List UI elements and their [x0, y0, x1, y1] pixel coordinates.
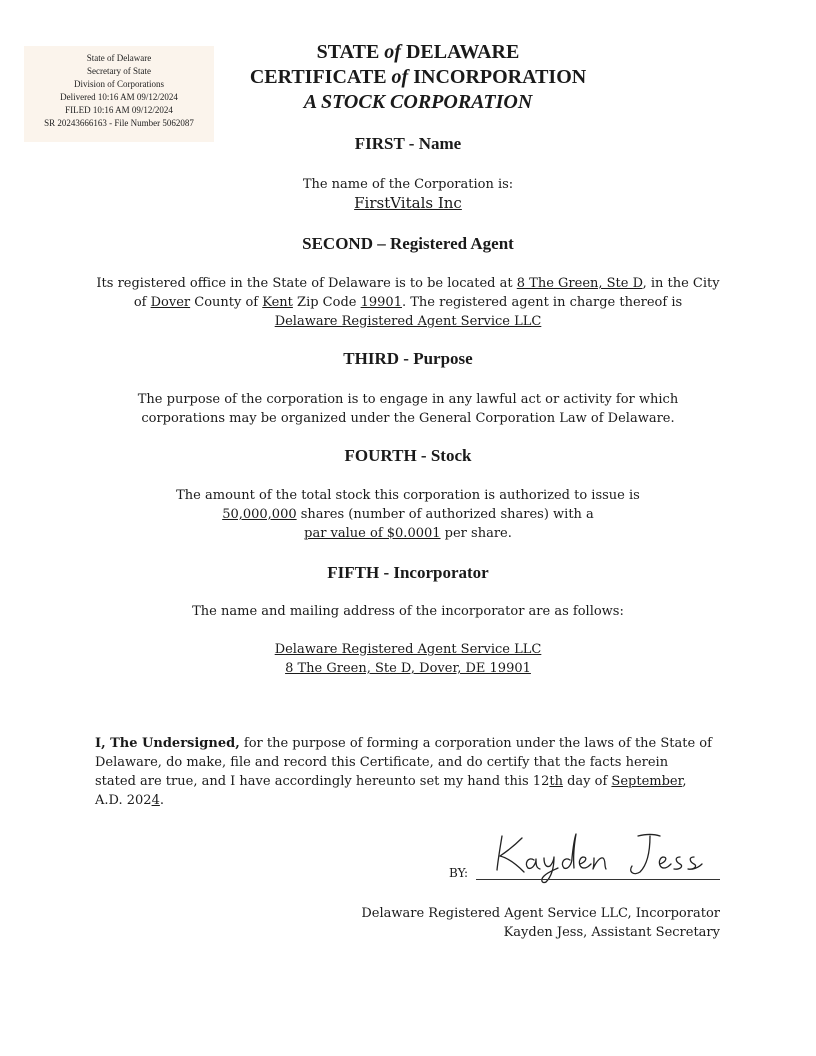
third-body: The purpose of the corporation is to engage in any lawful act or activity for which corporations may be organized under the General Corporation Law of Delaware.	[137, 392, 679, 426]
by-label: BY:	[449, 866, 469, 880]
office-street: 8 The Green, Ste D	[516, 276, 643, 291]
office-county: Kent	[262, 295, 293, 310]
fourth-body: The amount of the total stock this corporation is authorized to issue is 50,000,000 shares (number of authorized shares) with a par value of $0.0001 per share.	[176, 488, 640, 541]
corporation-name: FirstVitals Inc	[354, 194, 462, 212]
title-line-3: A STOCK CORPORATION	[303, 91, 533, 113]
undersigned-paragraph: I, The Undersigned, for the purpose of forming a corporation under the laws of the State of Delaware, do make, file and record this Certificate, and do certify that the facts herein stated are true, and I have accordingly hereunto set my hand this 12th day of September, A.D. 2024.	[95, 736, 712, 808]
filing-stamp	[24, 46, 214, 142]
third-heading: THIRD - Purpose	[343, 349, 473, 368]
title-line-1: STATE of DELAWARE	[316, 41, 520, 63]
first-body: The name of the Corporation is: FirstVitals Inc	[80, 175, 736, 213]
stamp-line: Delivered 10:16 AM 09/12/2024	[60, 92, 178, 102]
stamp-line: FILED 10:16 AM 09/12/2024	[65, 105, 173, 115]
fourth-heading: FOURTH - Stock	[344, 446, 472, 465]
title-line-2: CERTIFICATE of INCORPORATION	[249, 66, 587, 88]
incorporator-block	[80, 640, 736, 678]
fifth-heading: FIFTH - Incorporator	[327, 563, 489, 582]
handwritten-signature	[488, 826, 718, 886]
office-city: Dover	[150, 295, 191, 310]
authorized-shares: 50,000,000	[222, 507, 297, 522]
par-value: par value of $0.0001	[304, 526, 441, 541]
fifth-body: The name and mailing address of the incorporator are as follows:	[192, 604, 624, 619]
stamp-line: Secretary of State	[87, 66, 151, 76]
registered-agent: Delaware Registered Agent Service LLC	[274, 314, 542, 329]
stamp-line: State of Delaware	[86, 53, 152, 63]
signing-month: September	[611, 774, 683, 789]
incorporator-address: 8 The Green, Ste D, Dover, DE 19901	[285, 661, 531, 676]
signer-block	[280, 904, 720, 942]
signer-line-2: Kayden Jess, Assistant Secretary	[503, 925, 720, 940]
second-body: Its registered office in the State of Delaware is to be located at 8 The Green, Ste D, in the City of Dover County of Kent Zip Code 19901. The registered agent in charge thereof is Delaware Registered Agent Service LLC	[80, 274, 736, 331]
first-heading: FIRST - Name	[354, 134, 462, 153]
stamp-line: SR 20243666163 - File Number 5062087	[44, 118, 194, 128]
second-heading: SECOND – Registered Agent	[302, 234, 514, 253]
document-title	[230, 40, 606, 115]
office-zip: 19901	[360, 295, 402, 310]
incorporator-name: Delaware Registered Agent Service LLC	[274, 642, 542, 657]
stamp-line: Division of Corporations	[74, 79, 164, 89]
signature-line	[476, 879, 720, 880]
signer-line-1: Delaware Registered Agent Service LLC, Incorporator	[361, 906, 720, 921]
